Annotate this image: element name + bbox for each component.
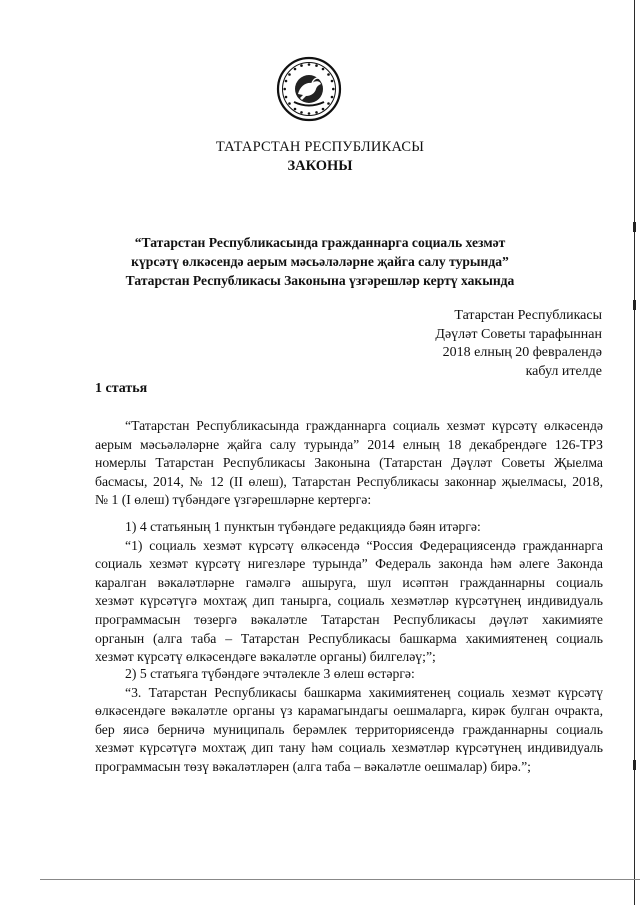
scan-mark — [633, 760, 636, 770]
article-heading: 1 статья — [95, 381, 148, 396]
text-line: программасын төзергә вәкаләтле Татарстан Республикасы дәүләт хакимияте — [95, 611, 603, 627]
text-line: 1) 4 статьяның 1 пунктын түбәндәге редакциядә бәян итәргә: — [125, 519, 481, 534]
text-line: органын (алга таба – Татарстан Республикасы башкарма хакимиятенең социаль — [95, 630, 603, 646]
scan-edge-bottom — [40, 879, 640, 880]
text-line: “Татарстан Республикасында гражданнарга социаль хезмәт күрсәтү өлкәсендә — [125, 418, 603, 433]
text-line: “1) социаль хезмәт күрсәтү өлкәсендә “Россия Федерациясендә гражданнарга — [125, 537, 603, 553]
text-line: өлкәсендәге вәкаләтле органы үз карамагындагы оешмаларга, кирәк булган очракта, — [95, 703, 603, 719]
adoption-line: 2018 елның 20 февралендә — [442, 345, 602, 360]
text-line: хезмәт күрсәтү өлкәсендәге вәкаләтле органы) билгеләү;”; — [95, 649, 436, 665]
adoption-line: кабул ителде — [525, 363, 602, 379]
text-line: бер яисә берничә муниципаль берәмлек территориясендә гражданнарны социаль — [95, 721, 603, 737]
text-line: хезмәт күрсәтүгә мохтаҗ дип танырга, социаль хезмәтләр күрсәтүнең индивидуаль — [95, 593, 603, 609]
adoption-line: Татарстан Республикасы — [454, 308, 602, 323]
text-line: “3. Татарстан Республикасы башкарма хакимиятенең социаль хезмәт күрсәтү — [125, 684, 603, 700]
text-line: 2) 5 статьяга түбәндәге эчтәлекле 3 өлеш өстәргә: — [125, 666, 415, 681]
item-2-paragraph — [95, 665, 603, 777]
adoption-line: Дәүләт Советы тарафыннан — [435, 326, 602, 342]
republic-heading: ТАТАРСТАН РЕСПУБЛИКАСЫ — [215, 139, 425, 155]
law-title — [90, 233, 550, 290]
text-line: социаль хезмәт күрсәтү нигезләре турында” Федераль законда һәм әлеге Законда — [95, 556, 603, 572]
intro-paragraph — [95, 417, 603, 510]
text-line: программасын төзү вәкаләтләрен (алга таба – вәкаләтле оешмалар) бирә.”; — [95, 758, 531, 774]
title-line: Татарстан Республикасы Законына үзгәрешләр кертү хакында — [125, 273, 515, 288]
title-line: күрсәтү өлкәсендә аерым мәсьәләләрне җайга салу турында” — [131, 254, 509, 269]
text-line: басмасы, 2014, № 12 (II өлеш), Татарстан Республикасы законнар җыелмасы, 2018, — [95, 473, 603, 489]
law-heading: ЗАКОНЫ — [287, 158, 353, 174]
text-line: аерым мәсьәләләрне җайга салу турында” 2014 елның 18 декабрендәге 126-ТРЗ — [95, 436, 603, 452]
scan-mark — [633, 300, 636, 310]
text-line: номерлы Татарстан Республикасы Законына (Татарстан Дәүләт Советы Җыелма — [95, 455, 603, 471]
item-1-paragraph — [95, 518, 603, 667]
text-line: каралган вәкаләтләрне гамәлгә ашыруга, шул исәптән гражданнарны социаль — [95, 574, 603, 590]
text-line: хезмәт күрсәтүгә мохтаҗ дип тану һәм социаль хезмәтләр күрсәтүнең индивидуаль — [95, 740, 603, 756]
scan-mark — [633, 222, 636, 232]
text-line: № 1 (I өлеш) түбәндәге үзгәрешләрне кертергә: — [95, 492, 372, 508]
adoption-note — [435, 307, 602, 381]
title-line: “Татарстан Республикасында гражданнарга социаль хезмәт — [134, 235, 506, 250]
coat-of-arms-icon — [276, 56, 342, 122]
